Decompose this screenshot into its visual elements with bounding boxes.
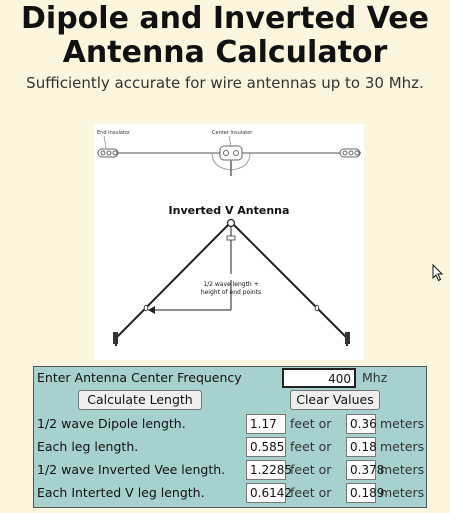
result-row <box>34 413 426 435</box>
antenna-calculator-form <box>33 366 427 508</box>
result-row <box>34 459 426 481</box>
buttons-row <box>34 389 426 411</box>
frequency-row <box>34 367 426 389</box>
meters-label: meters <box>380 439 425 454</box>
frequency-label: Enter Antenna Center Frequency <box>37 370 242 385</box>
inverted-vee-length-meters-field[interactable]: 0.378 <box>346 460 376 480</box>
dipole-length-feet-field[interactable]: 1.17 <box>246 414 286 434</box>
inverted-v-leg-length-feet-field[interactable]: 0.6142 <box>246 483 286 503</box>
feet-or-label: feet or <box>290 485 332 500</box>
leg-length-meters-field[interactable]: 0.18 <box>346 437 376 457</box>
result-row <box>34 436 426 458</box>
leg-length-label: Each leg length. <box>37 439 139 454</box>
frequency-input[interactable]: 400 <box>282 368 356 388</box>
inverted-v-leg-length-label: Each Interted V leg length. <box>37 485 205 500</box>
inverted-vee-length-feet-field[interactable]: 1.2285 <box>246 460 286 480</box>
calculate-length-button[interactable]: Calculate Length <box>78 390 202 410</box>
page-subtitle: Sufficiently accurate for wire antennas up to 30 Mhz. <box>26 74 424 92</box>
title-line-2: Antenna Calculator <box>62 35 388 70</box>
antenna-diagram-svg <box>94 124 364 360</box>
meters-label: meters <box>380 416 425 431</box>
feet-or-label: feet or <box>290 462 332 477</box>
center-insulator-label: Center Insulator <box>212 130 253 136</box>
dipole-length-label: 1/2 wave Dipole length. <box>37 416 186 431</box>
meters-label: meters <box>380 462 425 477</box>
inverted-vee-length-label: 1/2 wave Inverted Vee length. <box>37 462 226 477</box>
note-line-2: height of end points <box>200 289 262 296</box>
title-line-1: Dipole and Inverted Vee <box>21 1 429 36</box>
page-title <box>0 2 450 70</box>
antenna-diagram <box>94 124 364 360</box>
feet-or-label: feet or <box>290 416 332 431</box>
feet-or-label: feet or <box>290 439 332 454</box>
dipole-wire <box>97 146 361 176</box>
note-line-1: 1/2 wave length + <box>203 281 259 288</box>
end-insulator-label: End Insulator <box>97 130 131 136</box>
result-row <box>34 482 426 504</box>
leg-length-feet-field[interactable]: 0.585 <box>246 437 286 457</box>
frequency-unit: Mhz <box>362 370 388 385</box>
inverted-v-leg-length-meters-field[interactable]: 0.189 <box>346 483 376 503</box>
mouse-cursor-icon <box>432 264 444 282</box>
dipole-length-meters-field[interactable]: 0.36 <box>346 414 376 434</box>
meters-label: meters <box>380 485 425 500</box>
inverted-v-title: Inverted V Antenna <box>168 204 290 217</box>
clear-values-button[interactable]: Clear Values <box>290 390 380 410</box>
